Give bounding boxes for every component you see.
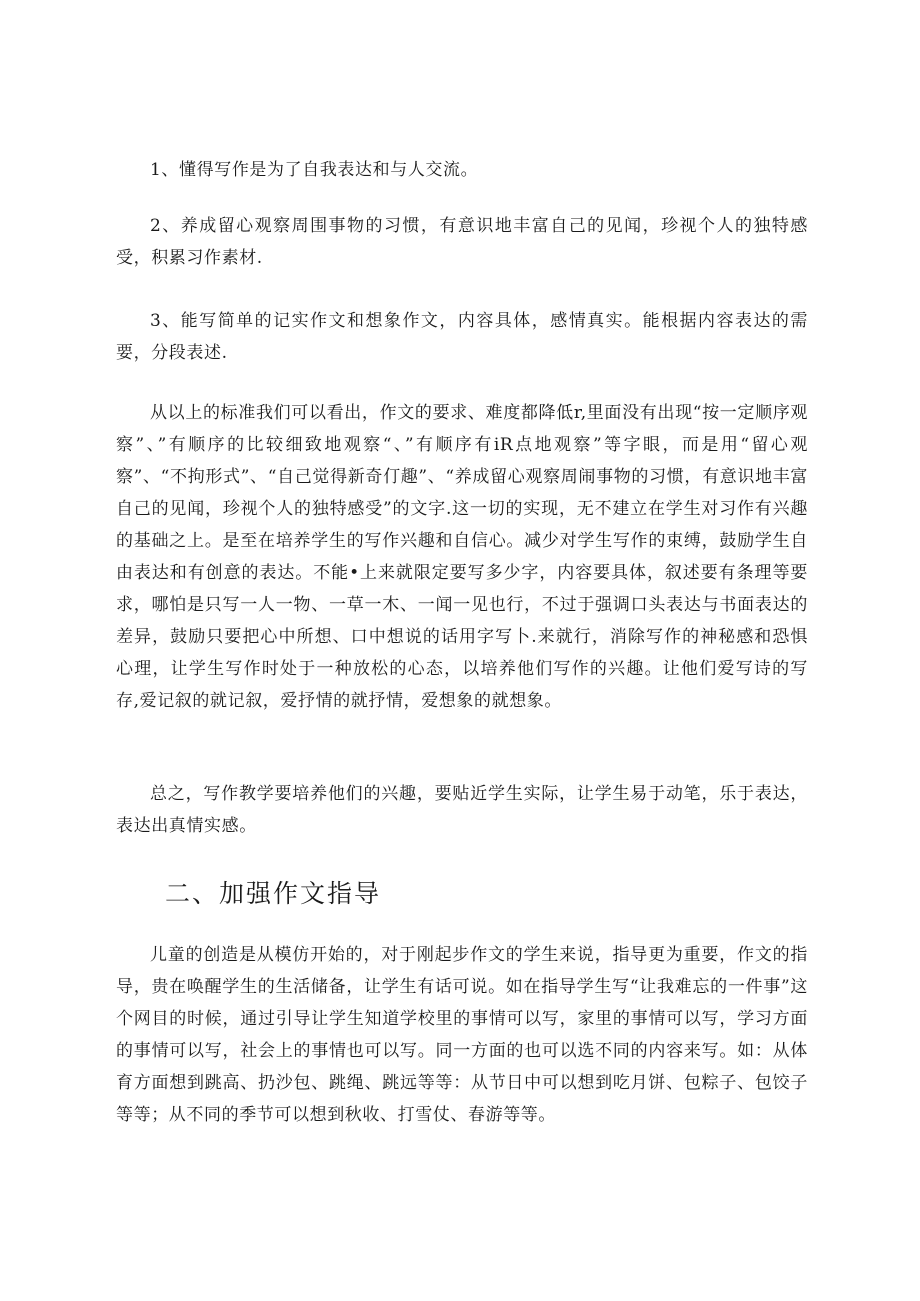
body-paragraph-summary: 总之，写作教学要培养他们的兴趣，要贴近学生实际，让学生易于动笔，乐于表达，表达出真情实感。 (116, 784, 808, 836)
section-heading: 二、加强作文指导 (165, 879, 382, 908)
list-item-1: 1、懂得写作是为了自我表达和与人交流。 (150, 160, 479, 180)
list-item-2: 2、养成留心观察周围事物的习惯，有意识地丰富自己的见闻，珍视个人的独特感受，积累习作素材. (116, 216, 808, 268)
list-item-3: 3、能写简单的记实作文和想象作文，内容具体，感情真实。能根据内容表达的需要，分段表述. (116, 311, 808, 363)
body-paragraph-guide: 儿童的创造是从模仿开始的，对于刚起步作文的学生来说，指导更为重要，作文的指导，贵在唤醒学生的生活储备，让学生有话可说。如在指导学生写“让我难忘的一件事”这个网目的时候，通过引导让学生知道学校里的事情可以写，家里的事情可以写，学习方面的事情可以写，社会上的事情也可以写。同一方面的也可以选不同的内容来写。如：从体育方面想到跳高、扔沙包、跳绳、跳远等等：从节日中可以想到吃月饼、包粽子、包饺子等等；从不同的季节可以想到秋收、打雪仗、春游等等。 (116, 945, 808, 1125)
body-paragraph-main: 从以上的标准我们可以看出，作文的要求、难度都降低r,里面没有出现“按一定顺序观察”、”有顺序的比较细致地观察“、”有顺序有iR点地观察”等字眼，而是用“留心观察”、“不拘形式”、“自己觉得新奇仃趣”、“养成留心观察周闹事物的习惯，有意识地丰富自己的见闻，珍视个人的独特感受”的文字.这一切的实现，无不建立在学生对习作有兴趣的基础之上。是至在培养学生的写作兴趣和自信心。减少对学生写作的束缚，鼓励学生自由表达和有创意的表达。不能•上来就限定要写多少字，内容要具体，叙述要有条理等要求，哪怕是只写一人一物、一草一木、一闻一见也行，不过于强调口头表达与书面表达的差异，鼓励只要把心中所想、口中想说的话用字写卜.来就行，消除写作的神秘感和恐惧心理，让学生写作时处于一种放松的心态，以培养他们写作的兴趣。让他们爱写诗的写存,爱记叙的就记叙，爱抒情的就抒情，爱想象的就想象。 (116, 403, 808, 711)
